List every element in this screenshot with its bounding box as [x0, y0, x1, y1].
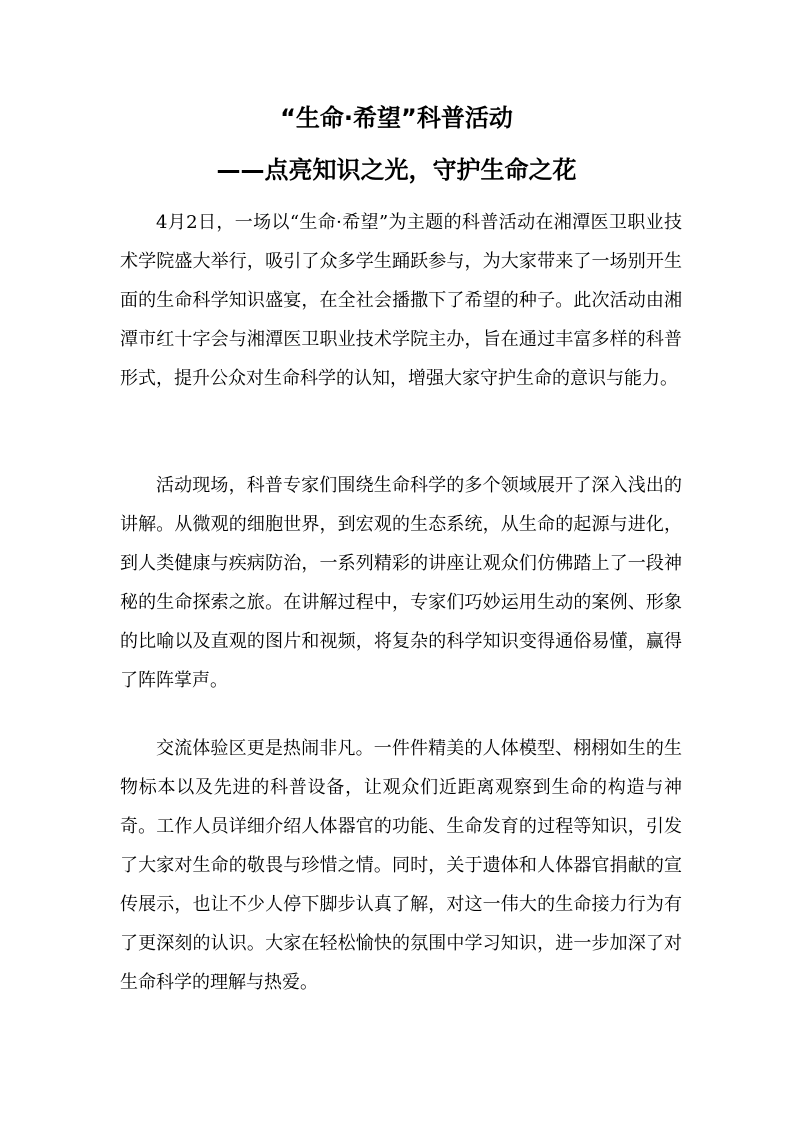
document-subtitle: ——点亮知识之光，守护生命之花	[216, 156, 577, 184]
paragraph-3: 交流体验区更是热闹非凡。一件件精美的人体模型、栩栩如生的生物标本以及先进的科普设备，让观众们近距离观察到生命的构造与神奇。工作人员详细介绍人体器官的功能、生命发育的过程等知识，引发了大家对生命的敬畏与珍惜之情。同时，关于遗体和人体器官捐献的宣传展示，也让不少人停下脚步认真了解，对这一伟大的生命接力行为有了更深刻的认识。大家在轻松愉快的氛围中学习知识，进一步加深了对生命科学的理解与热爱。	[120, 738, 682, 993]
paragraph-1: 4月2日，一场以“生命·希望”为主题的科普活动在湘潭医卫职业技术学院盛大举行，吸引了众多学生踊跃参与，为大家带来了一场别开生面的生命科学知识盛宴，在全社会播撒下了希望的种子。此次活动由湘潭市红十字会与湘潭医卫职业技术学院主办，旨在通过丰富多样的科普形式，提升公众对生命科学的认知，增强大家守护生命的意识与能力。	[120, 212, 682, 389]
document-title: “生命·希望”科普活动	[280, 104, 513, 132]
paragraph-2: 活动现场，科普专家们围绕生命科学的多个领域展开了深入浅出的讲解。从微观的细胞世界，到宏观的生态系统，从生命的起源与进化，到人类健康与疾病防治，一系列精彩的讲座让观众们仿佛踏上了一段神秘的生命探索之旅。在讲解过程中，专家们巧妙运用生动的案例、形象的比喻以及直观的图片和视频，将复杂的科学知识变得通俗易懂，赢得了阵阵掌声。	[120, 475, 682, 691]
